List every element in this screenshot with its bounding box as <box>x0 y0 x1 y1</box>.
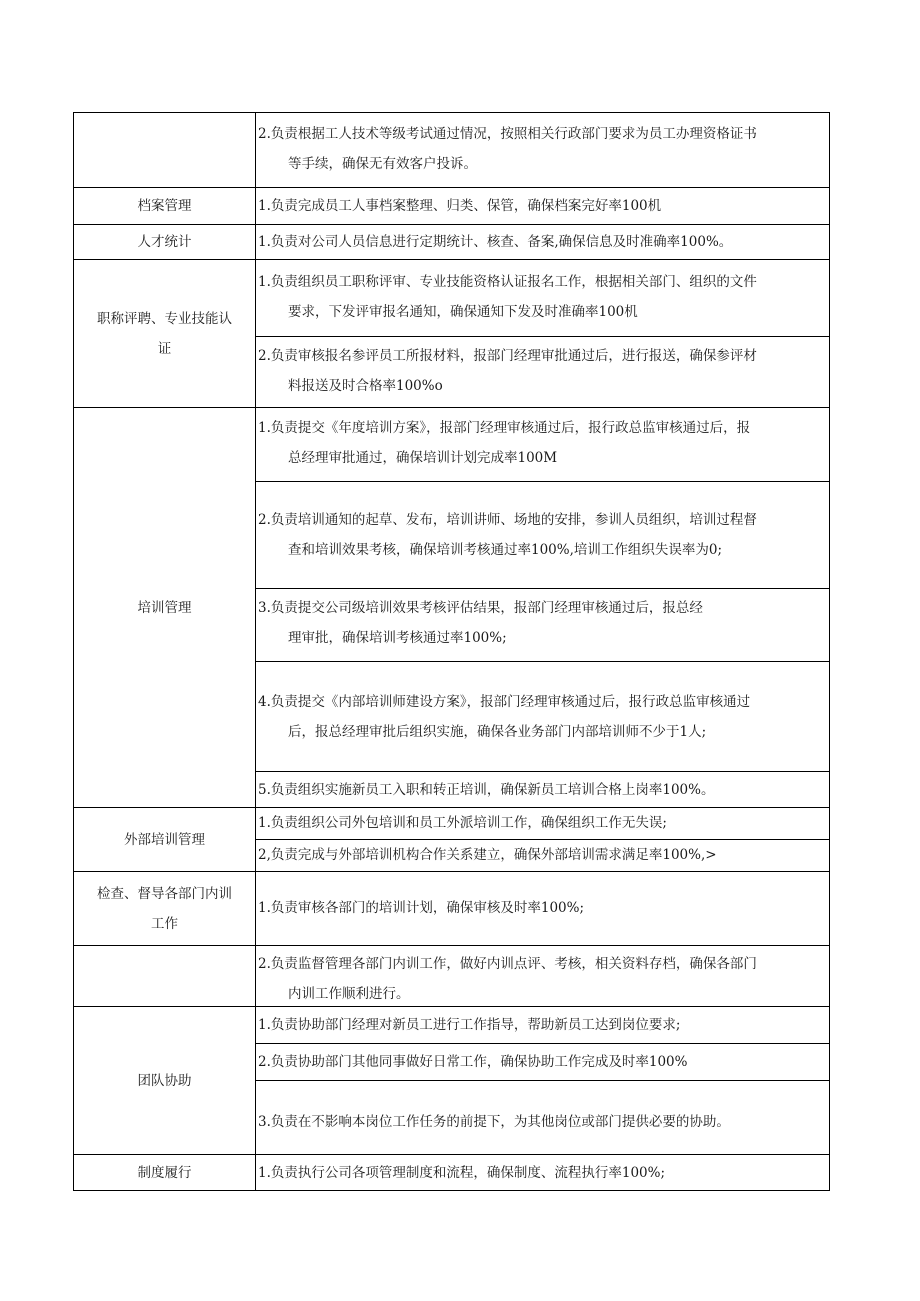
category-label <box>74 808 255 871</box>
duty-line: 1.负责执行公司各项管理制度和流程，确保制度、流程执行率100%; <box>258 1165 666 1181</box>
duty-line: 2,负责完成与外部培训机构合作关系建立，确保外部培训需求满足率100%,> <box>258 847 717 863</box>
duty-item <box>256 413 828 477</box>
duty-line: 1.负责完成员工人事档案整理、归类、保管，确保档案完好率100机 <box>258 198 662 214</box>
duty-line: 要求，下发评审报名通知，确保通知下发及时准确率100机 <box>288 304 638 320</box>
category-name: 工作 <box>151 915 178 932</box>
duty-item <box>256 949 828 1009</box>
duty-table <box>73 112 830 1191</box>
category-label <box>74 872 255 945</box>
category-label <box>74 1155 255 1191</box>
duty-line: 料报送及时合格率100%o <box>288 378 443 394</box>
duty-line: 1.负责提交《年度培训方案》，报部门经理审核通过后，报行政总监审核通过后，报 <box>258 420 751 436</box>
category-name: 制度履行 <box>137 1165 192 1181</box>
category-name: 档案管理 <box>137 198 192 214</box>
duty-item <box>256 808 828 838</box>
duty-line: 1.负责组织公司外包培训和员工外派培训工作，确保组织工作无失误; <box>258 815 667 831</box>
row-divider <box>255 1080 829 1081</box>
duty-item <box>256 775 828 805</box>
duty-item <box>256 1010 828 1040</box>
category-label <box>74 260 255 407</box>
row-divider <box>255 1043 829 1044</box>
duty-line: 总经理审批通过，确保培训计划完成率100M <box>288 450 558 466</box>
duty-line: 3.负责在不影响本岗位工作任务的前提下，为其他岗位或部门提供必要的协助。 <box>258 1114 730 1130</box>
duty-line: 1.负责协助部门经理对新员工进行工作指导，帮助新员工达到岗位要求; <box>258 1017 681 1033</box>
duty-item <box>256 893 828 923</box>
duty-item <box>256 593 828 657</box>
row-divider <box>255 336 829 337</box>
row-divider <box>255 588 829 589</box>
row-divider <box>74 945 829 946</box>
duty-item <box>256 119 828 183</box>
duty-line: 3.负责提交公司级培训效果考核评估结果，报部门经理审核通过后，报总经 <box>258 600 703 616</box>
duty-line: 1.负责审核各部门的培训计划，确保审核及时率100%; <box>258 900 585 916</box>
category-name: 培训管理 <box>137 599 192 616</box>
category-name: 人才统计 <box>137 234 192 250</box>
row-divider <box>255 771 829 772</box>
duty-line: 后，报总经理审批后组织实施，确保各业务部门内部培训师不少于1人; <box>288 724 707 740</box>
duty-item <box>256 267 828 331</box>
duty-line: 查和培训效果考核，确保培训考核通过率100%,培训工作组织失误率为0; <box>288 542 723 558</box>
duty-line: 1.负责组织员工职称评审、专业技能资格认证报名工作，根据相关部门、组织的文件 <box>258 274 757 290</box>
category-name: 团队协助 <box>137 1072 192 1089</box>
row-divider <box>255 661 829 662</box>
category-label <box>74 225 255 259</box>
duty-item <box>256 1158 828 1188</box>
duty-item <box>256 191 828 221</box>
duty-line: 2.负责培训通知的起草、发布，培训讲师、场地的安排，参训人员组织，培训过程督 <box>258 512 757 528</box>
duty-line: 5.负责组织实施新员工入职和转正培训，确保新员工培训合格上岗率100%。 <box>258 782 715 798</box>
duty-line: 等手续，确保无有效客户投诉。 <box>288 156 477 172</box>
duty-item <box>256 840 828 870</box>
duty-item <box>256 1047 828 1077</box>
duty-item <box>256 341 828 405</box>
duty-item <box>256 687 828 751</box>
duty-line: 2.负责协助部门其他同事做好日常工作，确保协助工作完成及时率100% <box>258 1054 688 1070</box>
duty-item <box>256 1107 828 1137</box>
category-label <box>74 1007 255 1154</box>
duty-line: 2.负责监督管理各部门内训工作，做好内训点评、考核，相关资料存档，确保各部门 <box>258 956 757 972</box>
category-name: 外部培训管理 <box>124 831 205 848</box>
duty-line: 2.负责审核报名参评员工所报材料，报部门经理审批通过后，进行报送，确保参评材 <box>258 348 757 364</box>
duty-line: 内训工作顺利进行。 <box>288 986 410 1002</box>
category-label <box>74 408 255 807</box>
duty-line: 理审批，确保培训考核通过率100%; <box>288 630 507 646</box>
duty-line: 2.负责根据工人技术等级考试通过情况，按照相关行政部门要求为员工办理资格证书 <box>258 126 757 142</box>
duty-item <box>256 505 828 569</box>
category-name: 检查、督导各部门内训 <box>97 885 232 902</box>
category-label <box>74 188 255 224</box>
duty-item <box>256 227 828 257</box>
duty-line: 1.负责对公司人员信息进行定期统计、核查、备案,确保信息及时准确率100%。 <box>258 234 733 250</box>
row-divider <box>255 481 829 482</box>
category-name: 职称评聘、专业技能认 <box>97 310 232 327</box>
duty-line: 4.负责提交《内部培训师建设方案》，报部门经理审核通过后，报行政总监审核通过 <box>258 694 751 710</box>
category-name: 证 <box>157 340 172 357</box>
